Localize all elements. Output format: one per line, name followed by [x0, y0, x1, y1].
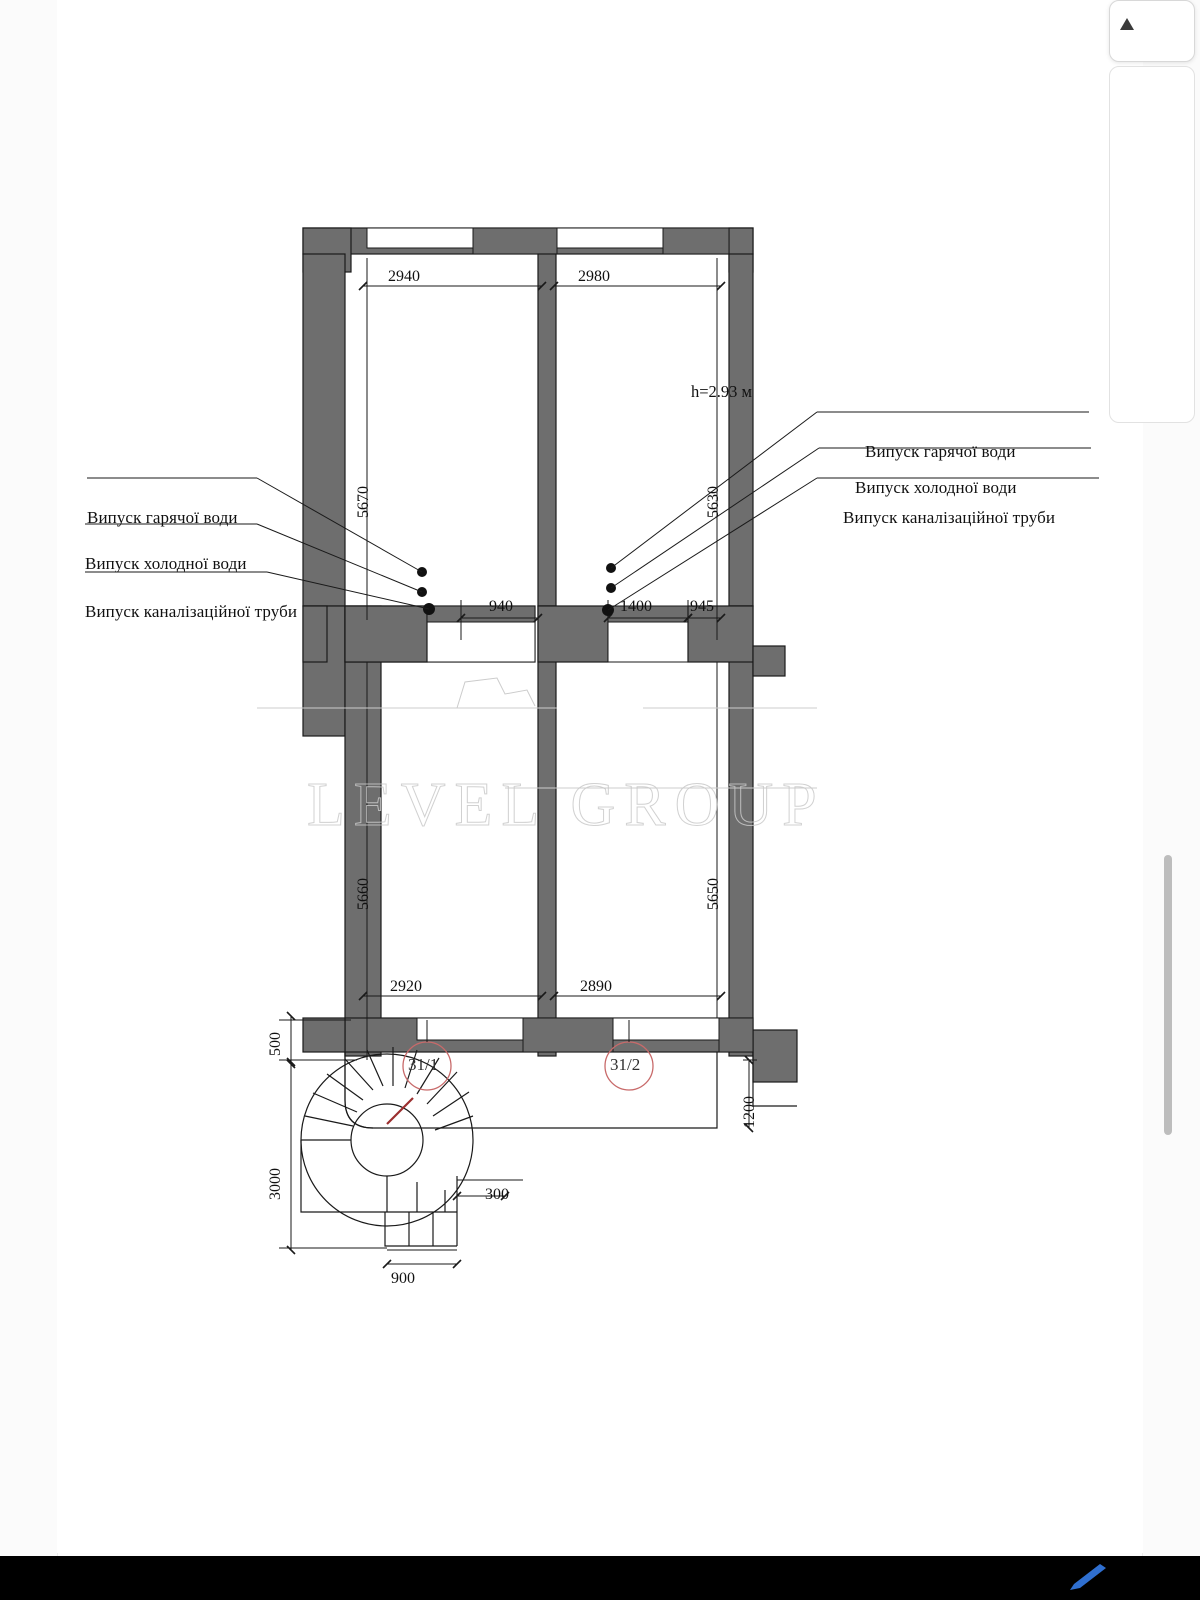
drawing-sheet [57, 0, 1143, 1553]
dim-mid-1400: 1400 [620, 598, 652, 615]
left-gutter [0, 0, 58, 1600]
ceiling-height-label: h=2.93 м [691, 382, 752, 401]
dim-bottom-right: 2890 [580, 978, 612, 995]
room-marker-31-1: 31/1 [408, 1055, 439, 1074]
room-marker-31-2: 31/2 [610, 1055, 641, 1074]
dim-stair-3000: 3000 [267, 1168, 284, 1200]
dim-mid-945: 945 [690, 598, 714, 615]
pen-icon[interactable] [1066, 1564, 1112, 1594]
callout-hot-water-left: Випуск гарячої води [87, 508, 238, 527]
callout-cold-water-left: Випуск холодної води [85, 554, 247, 573]
left-pipe-outlets [85, 478, 435, 615]
dim-top-right: 2980 [578, 268, 610, 285]
dim-bottom-left: 2920 [390, 978, 422, 995]
vertical-scrollbar[interactable] [1164, 855, 1172, 1135]
dim-stair-900: 900 [391, 1270, 415, 1287]
bottom-bar [0, 1556, 1200, 1600]
dim-mid-940: 940 [489, 598, 513, 615]
dim-stair-500: 500 [267, 1032, 284, 1056]
walls-group [303, 228, 797, 1082]
dim-vert-right-lower: 5650 [705, 878, 722, 910]
watermark-text: LEVEL GROUP [307, 771, 826, 839]
callout-cold-water-right: Випуск холодної води [855, 478, 1017, 497]
callout-hot-water-right: Випуск гарячої води [865, 442, 1016, 461]
top-right-panel[interactable] [1109, 0, 1195, 62]
dim-top-left: 2940 [388, 268, 420, 285]
top-right-side-panel[interactable] [1109, 66, 1195, 423]
staircase [301, 1047, 473, 1246]
callout-sewer-right: Випуск каналізаційної труби [843, 508, 1056, 527]
dim-stair-300: 300 [485, 1186, 509, 1203]
dim-vert-left-upper: 5670 [355, 486, 372, 518]
dim-vert-right-upper: 5630 [705, 486, 722, 518]
callout-sewer-left: Випуск каналізаційної труби [85, 602, 298, 621]
dim-balcony-1200: 1200 [741, 1096, 758, 1128]
up-arrow-icon[interactable] [1120, 18, 1134, 30]
dim-vert-left-lower: 5660 [355, 878, 372, 910]
